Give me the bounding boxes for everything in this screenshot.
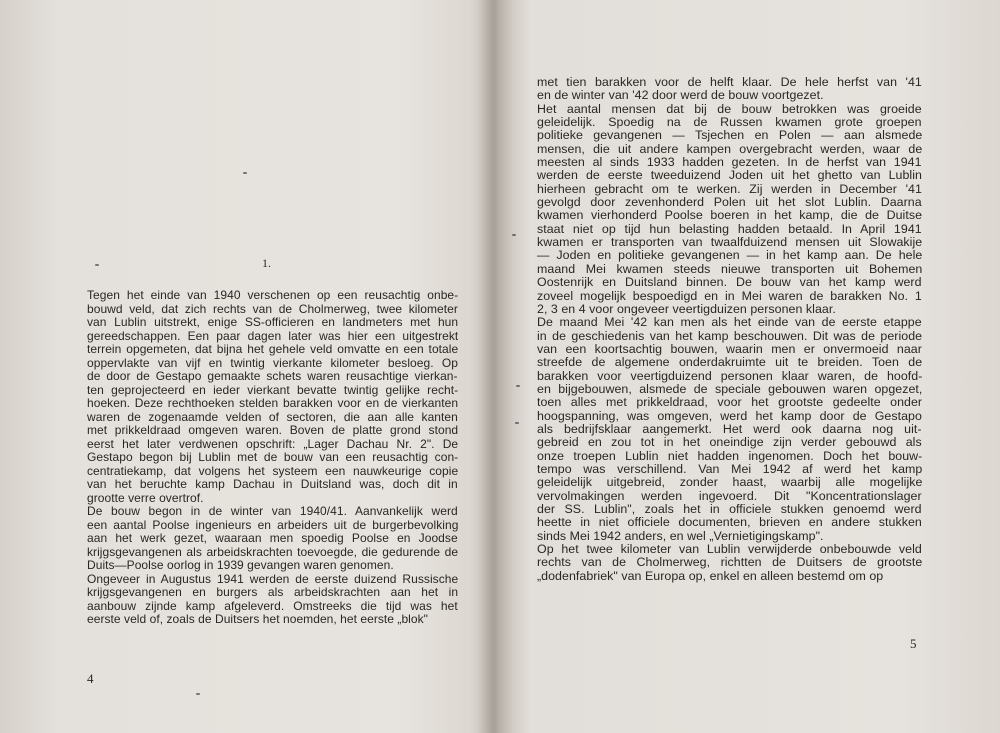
text-line: Ongeveer in Augustus 1941 werden de eerste duizend Russische [87, 572, 458, 586]
right-page-body [537, 76, 922, 583]
text-line: centratiekamp, dat volgens het systeem een nauwkeurige copie [87, 464, 458, 478]
text-line: grootte verre overtrof. [87, 491, 204, 505]
text-line: waren de zogenaamde velden of sectoren, die aan alle kanten [87, 410, 458, 424]
text-line: zoveel mogelijk bespoedigd en in Mei waren de barakken No. 1 [537, 289, 922, 303]
text-line: meesten al sinds 1933 hadden gezeten. In de herfst van 1941 [537, 156, 922, 170]
text-line: politieke gevangenen — Tsjechen en Polen — aan alsmede [537, 129, 922, 143]
left-page-body [87, 289, 458, 627]
text-line: staat niet op tijd hun belasting hadden betaald. In April 1941 [537, 222, 922, 236]
text-line: toen alles met prikkeldraad, voor het grootste gedeelte onder [537, 396, 922, 410]
text-line: kwamen vierhonderd Poolse boeren in het kamp, die de Duitse [537, 209, 922, 223]
text-line: een aantal Poolse ingenieurs en arbeiders uit de burgerbevolking [87, 518, 458, 532]
text-line: „dodenfabriek" van Europa op, enkel en alleen bestemd om op [537, 569, 884, 583]
text-line: hoeken. Deze rechthoeken stelden barakken voor en de vierkanten [87, 397, 458, 410]
chapter-number: 1. [262, 256, 271, 270]
text-line: gebreid en zou tot in het oneindige zijn verder gebouwd als [537, 436, 922, 450]
text-line: — Joden en politieke gevangenen — in het kamp aan. De hele [537, 249, 922, 263]
text-line: ten geprojecteerd en ieder vierkant bevatte twintig gelijke recht- [87, 383, 458, 397]
text-line: werden de eerste tweeduizend Joden uit het ghetto van Lublin [537, 169, 922, 183]
text-line: 2, 3 en 4 voor ongeveer veertigduizen personen klaar. [537, 302, 836, 316]
text-line: gevolgd door zevenhonderd Polen uit het slot Lublin. Daarna [537, 196, 922, 210]
text-line: hierheen gebracht om te werken. Zij werden in December '41 [537, 182, 922, 196]
right-page [508, 0, 1000, 733]
text-line: Het aantal mensen dat bij de bouw betrokken was groeide [537, 102, 922, 116]
text-line: der SS. Lublin", zoals het in officiele stukken genoemd werd [537, 503, 922, 516]
ink-speck [243, 172, 247, 174]
text-line: aanbouw zijnde kamp afgeleverd. Omstreeks die tijd was het [87, 599, 458, 613]
ink-speck [515, 422, 519, 424]
text-line: Tegen het einde van 1940 verschenen op een reusachtig onbe- [87, 289, 458, 302]
text-line: onze troepen Lublin niet hadden ingenomen. Doch het bouw- [537, 449, 922, 463]
text-line: van Lublin uitstrekt, enige SS-officieren en landmeters met hun [87, 316, 458, 329]
text-line: geleidelijk. Spoedig na de Russen kwamen grote groepen [537, 116, 922, 130]
text-line: als bedrijfsklaar aangemerkt. Het werd ook daarna nog uit- [537, 422, 922, 436]
text-line: en bijgebouwen, alsmede de speciale gebouwen waren opgezet, [537, 382, 922, 396]
text-line: heette in niet officiele documenten, brieven en andere stukken [537, 516, 922, 530]
text-line: Gestapo begon bij Lublin met de bouw van een reusachtig con- [87, 451, 458, 464]
text-line: barakken voor veertigduizend personen klaar waren, de hoofd- [537, 369, 922, 383]
text-line: krijgsgevangenen als arbeidskrachten toevoegde, die gedurende de [87, 545, 458, 559]
ink-speck [516, 385, 520, 387]
text-line: met prikkeldraad omgeven waren. Boven de platte grond stond [87, 424, 458, 437]
text-line: rechts van de Cholmerweg, richtten de Duitsers de grootste [537, 556, 922, 570]
text-line: De bouw begon in de winter van 1940/41. Aanvankelijk werd [87, 505, 458, 518]
text-line: met tien barakken voor de helft klaar. De hele herfst van '41 [537, 76, 922, 89]
text-line: Duits—Poolse oorlog in 1939 gevangen waren genomen. [87, 559, 394, 572]
text-line: sinds Mei 1942 anders, en wel „Vernietigingskamp". [537, 529, 824, 543]
text-line: oppervlakte van vijf en twintig vierkante kilometer besloeg. Op [87, 356, 458, 370]
text-line: Oostenrijk en Duitsland binnen. De bouw van het kamp werd [537, 276, 922, 290]
text-line: hoogspanning, was omgeven, werd het kamp door de Gestapo [537, 409, 922, 423]
text-line: mensen, die uit andere kampen overgebracht werden, waar de [537, 142, 922, 156]
text-line: krijgsgevangenen en burgers als arbeidskrachten aan het in [87, 586, 458, 599]
text-line: De maand Mei '42 kan men als het einde van de eerste etappe [537, 316, 922, 330]
left-page [0, 0, 492, 733]
text-line: van een koortsachtig bouwen, waarin men er onvermoeid naar [537, 342, 922, 356]
text-line: eerst het later verdwenen opschrift: „Lager Dachau Nr. 2". De [87, 437, 458, 451]
text-line: en de winter van '42 door werd de bouw voortgezet. [537, 89, 824, 103]
text-line: tempo was verschillend. Van Mei 1942 af werd het kamp [537, 462, 922, 476]
text-line: de door de Gestapo gemaakte schets waren reusachtige vierkan- [87, 370, 458, 383]
text-line: eerste veld of, zoals de Duitsers het noemden, het eerste „blok" [87, 613, 428, 626]
ink-speck [196, 693, 200, 695]
text-line: gereedschappen. Een paar dagen later was hier een uitgestrekt [87, 329, 458, 343]
text-line: geleidelijk uitgebreid, zonder haast, waarbij alle mogelijke [537, 476, 922, 490]
ink-speck [512, 234, 516, 236]
right-page-number: 5 [910, 636, 917, 651]
left-page-number: 4 [87, 671, 94, 686]
text-line: Op het twee kilometer van Lublin verwijderde onbebouwde veld [537, 543, 922, 557]
text-line: van het beruchte kamp Dachau in Duitsland was, doch dit in [87, 478, 458, 491]
text-line: streefde de algemene onderdakruimte uit te breiden. Toen de [537, 356, 922, 370]
text-line: vervolmakingen werden ingevoerd. Dit "Koncentrationslager [537, 489, 922, 503]
text-line: in de geschiedenis van het kamp beschouwen. Dit was de periode [537, 329, 922, 343]
text-line: aan het werk gezet, waaraan men spoedig Poolse en Joodse [87, 532, 458, 545]
text-line: terrein opgemeten, dat bijna het gehele veld omvatte en een totale [87, 343, 458, 356]
ink-speck [95, 264, 99, 266]
text-line: kwamen er transporten van twaalfduizend mensen uit Slowakije [537, 236, 922, 250]
text-line: maand Mei kwamen steeds nieuwe transporten uit Bohemen [537, 262, 922, 276]
text-line: bouwd veld, dat zich rechts van de Cholmerweg, twee kilometer [87, 302, 458, 316]
